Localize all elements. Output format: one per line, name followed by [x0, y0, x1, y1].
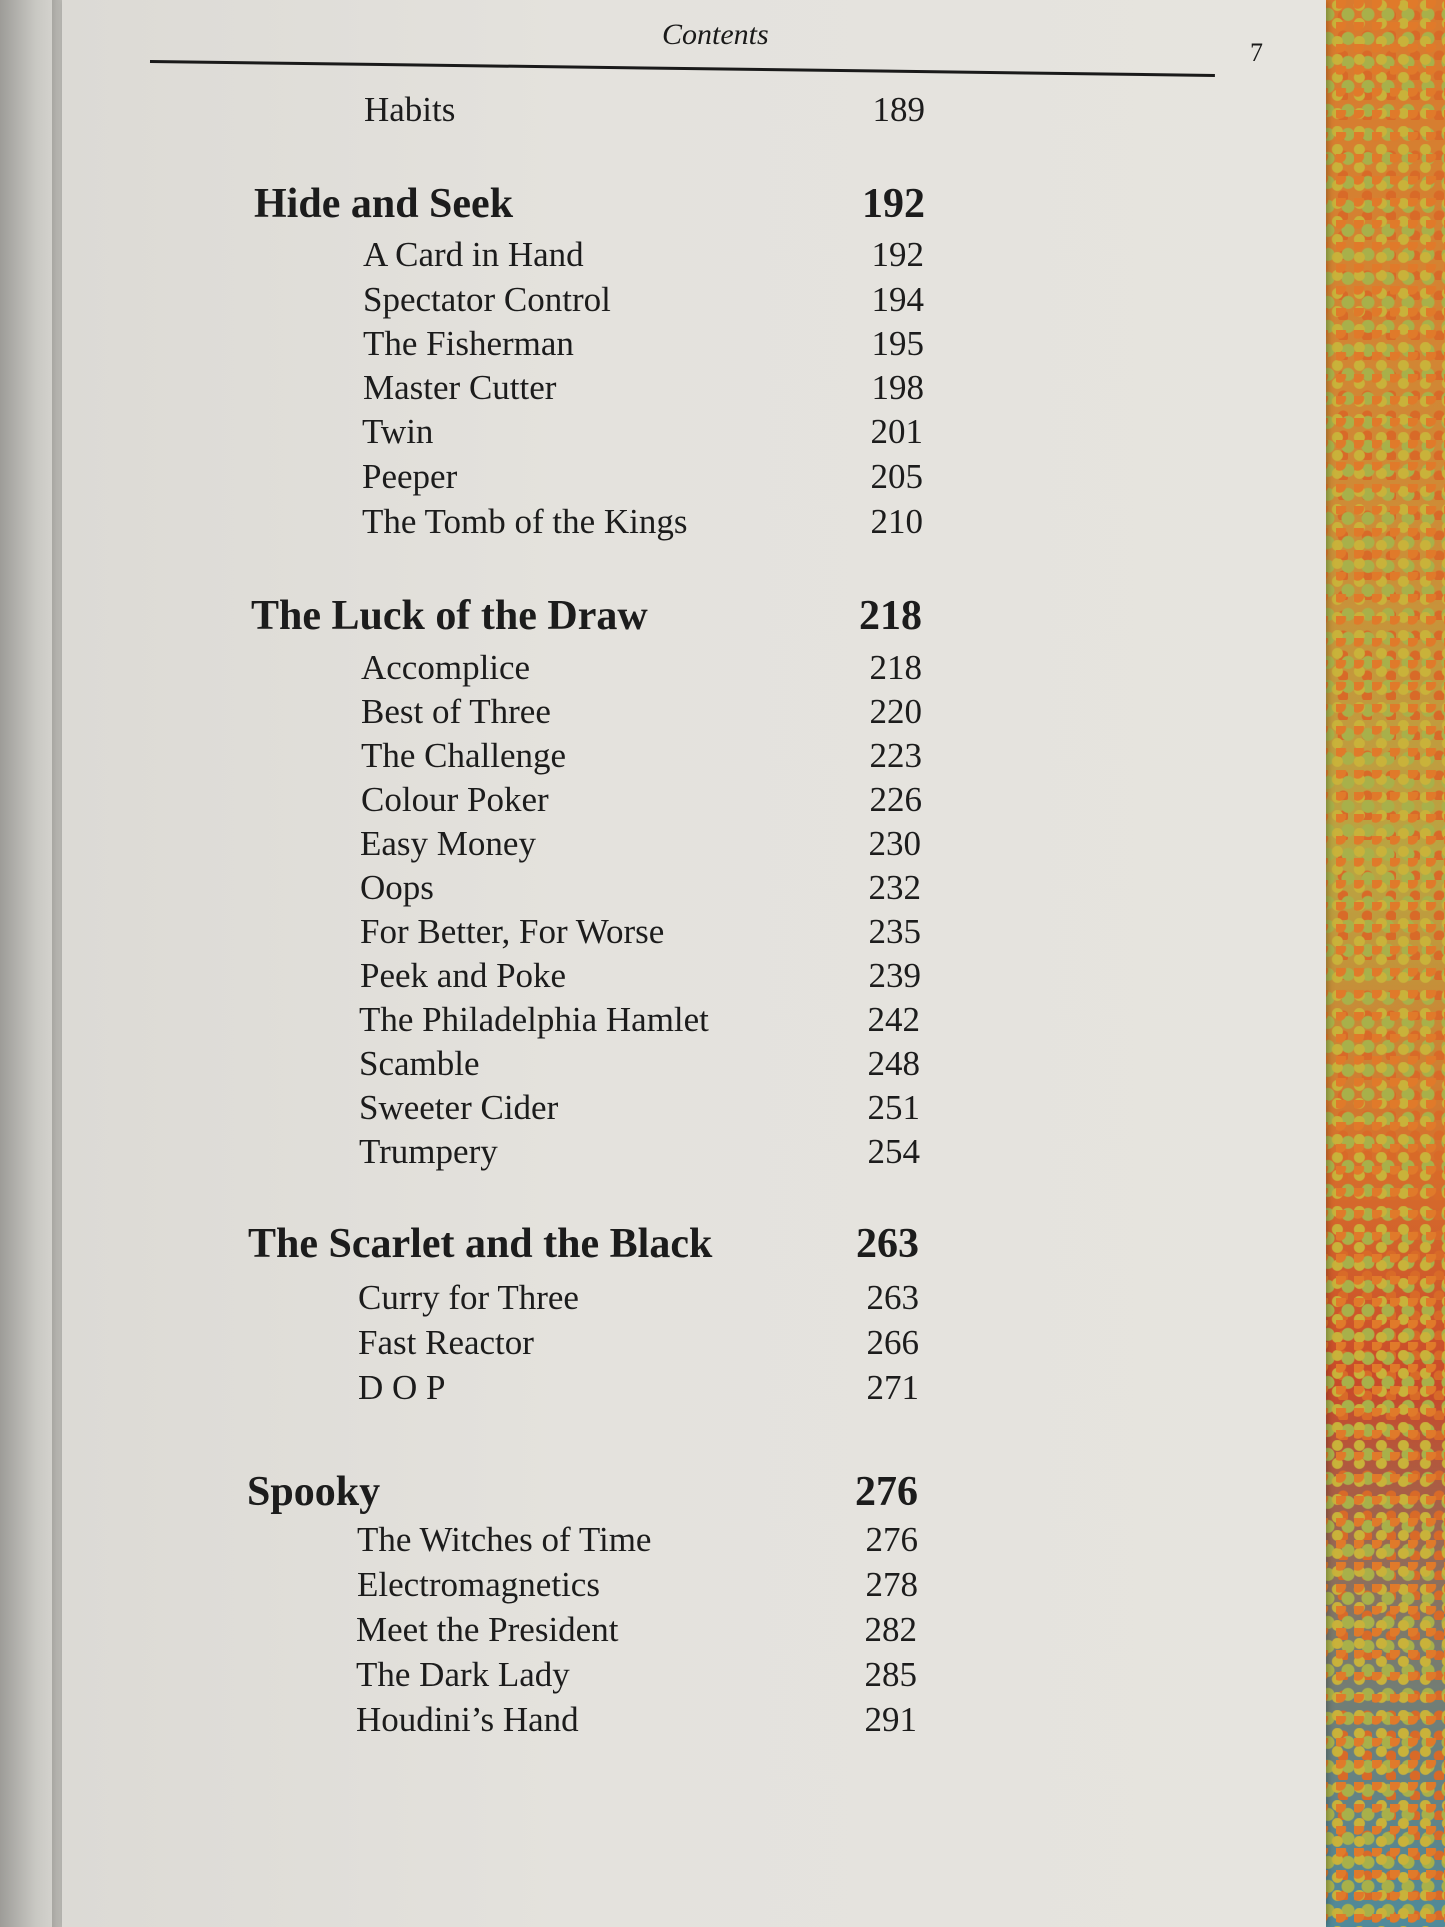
toc-entry-page: 291	[864, 1700, 917, 1739]
toc-entry-row	[62, 1132, 1326, 1172]
toc-entry-page: 251	[867, 1088, 920, 1127]
toc-entry-title: Best of Three	[361, 692, 551, 731]
toc-entry-row	[62, 368, 1326, 408]
toc-entry-title: Houdini’s Hand	[356, 1700, 579, 1739]
toc-section-row	[62, 180, 1326, 227]
toc-entry-row	[62, 1700, 1326, 1740]
toc-entry-title: Sweeter Cider	[359, 1088, 559, 1127]
toc-entry-page: 242	[867, 1000, 920, 1039]
page-number: 7	[1250, 38, 1263, 67]
toc-entry-page: 276	[865, 1520, 918, 1559]
toc-section-page: 276	[855, 1469, 918, 1515]
toc-entry-page: 235	[868, 912, 921, 951]
toc-entry-page: 232	[868, 868, 921, 907]
toc-entry-title: Peek and Poke	[360, 956, 567, 995]
toc-entry-page: 230	[868, 824, 921, 863]
toc-entry-title: The Tomb of the Kings	[362, 502, 688, 541]
toc-entry-page: 278	[865, 1565, 918, 1604]
table-of-contents	[62, 0, 1326, 1927]
toc-entry-row	[62, 1000, 1326, 1040]
toc-entry-row	[62, 780, 1326, 820]
toc-entry-title: A Card in Hand	[363, 235, 584, 274]
toc-entry-page: 254	[867, 1132, 920, 1171]
toc-entry-page: 239	[868, 956, 921, 995]
toc-entry-title: The Fisherman	[363, 324, 574, 363]
toc-entry-title: Easy Money	[360, 824, 536, 863]
toc-entry-title: Spectator Control	[363, 280, 611, 319]
toc-entry-title: Accomplice	[361, 648, 531, 687]
facing-page-edge	[0, 0, 60, 1927]
toc-entry-row	[62, 1610, 1326, 1650]
toc-entry-page: 220	[869, 692, 922, 731]
toc-entry-row	[62, 1323, 1326, 1363]
toc-section-page: 218	[859, 593, 922, 639]
toc-entry-row	[62, 912, 1326, 952]
toc-entry-title: Master Cutter	[363, 368, 557, 407]
toc-entry-row	[62, 1565, 1326, 1605]
toc-entry-page: 218	[869, 648, 922, 687]
toc-section-row	[62, 592, 1326, 639]
toc-entry-page: 189	[872, 90, 925, 129]
toc-entry-row	[62, 1368, 1326, 1408]
book-page	[62, 0, 1326, 1927]
toc-entry-title: Habits	[364, 90, 456, 129]
toc-section-title: Hide and Seek	[254, 181, 514, 227]
toc-entry-title: Oops	[360, 868, 434, 907]
toc-entry-page: 198	[871, 368, 924, 407]
toc-entry-title: The Witches of Time	[357, 1520, 652, 1559]
toc-entry-page: 285	[864, 1655, 917, 1694]
toc-entry-title: Curry for Three	[358, 1278, 579, 1317]
toc-entry-title: Trumpery	[359, 1132, 498, 1171]
toc-entry-page: 226	[869, 780, 922, 819]
toc-entry-title: Electromagnetics	[357, 1565, 600, 1604]
toc-entry-page: 192	[871, 235, 924, 274]
toc-entry-title: The Dark Lady	[356, 1655, 570, 1694]
toc-entry-title: D O P	[358, 1368, 446, 1407]
toc-entry-row	[62, 648, 1326, 688]
toc-entry-title: For Better, For Worse	[360, 912, 665, 951]
toc-section-title: The Luck of the Draw	[251, 593, 648, 639]
toc-entry-page: 282	[864, 1610, 917, 1649]
toc-entry-row	[62, 1044, 1326, 1084]
toc-entry-title: The Philadelphia Hamlet	[359, 1000, 709, 1039]
toc-entry-row	[62, 736, 1326, 776]
toc-entry-row	[62, 1520, 1326, 1560]
toc-entry-row	[62, 1278, 1326, 1318]
toc-entry-row	[62, 824, 1326, 864]
toc-entry-row	[62, 1655, 1326, 1695]
toc-entry-page: 266	[866, 1323, 919, 1362]
toc-entry-page: 248	[867, 1044, 920, 1083]
toc-entry-page: 271	[866, 1368, 919, 1407]
running-head: Contents	[662, 18, 769, 51]
toc-entry-row	[62, 502, 1326, 542]
toc-entry-page: 205	[870, 457, 923, 496]
toc-entry-title: Scamble	[359, 1044, 480, 1083]
toc-entry-row	[62, 692, 1326, 732]
toc-section-row	[62, 1468, 1326, 1515]
toc-entry-title: The Challenge	[361, 736, 567, 775]
toc-entry-row	[62, 1088, 1326, 1128]
toc-entry-row	[62, 956, 1326, 996]
toc-entry-page: 210	[870, 502, 923, 541]
toc-entry-title: Meet the President	[356, 1610, 619, 1649]
toc-entry-row	[62, 868, 1326, 908]
toc-section-page: 263	[856, 1221, 919, 1267]
toc-entry-page: 263	[866, 1278, 919, 1317]
toc-entry-row	[62, 90, 1326, 130]
toc-section-title: Spooky	[247, 1469, 381, 1515]
toc-entry-page: 201	[870, 412, 923, 451]
toc-entry-page: 223	[869, 736, 922, 775]
toc-section-row	[62, 1220, 1326, 1267]
toc-section-page: 192	[862, 181, 925, 227]
toc-section-title: The Scarlet and the Black	[248, 1221, 713, 1267]
toc-entry-row	[62, 235, 1326, 275]
toc-entry-title: Twin	[362, 412, 434, 451]
toc-entry-title: Peeper	[362, 457, 458, 496]
toc-entry-row	[62, 324, 1326, 364]
toc-entry-row	[62, 457, 1326, 497]
toc-entry-title: Colour Poker	[361, 780, 549, 819]
toc-entry-page: 194	[871, 280, 924, 319]
toc-entry-title: Fast Reactor	[358, 1323, 534, 1362]
toc-entry-page: 195	[871, 324, 924, 363]
toc-entry-row	[62, 280, 1326, 320]
toc-entry-row	[62, 412, 1326, 452]
